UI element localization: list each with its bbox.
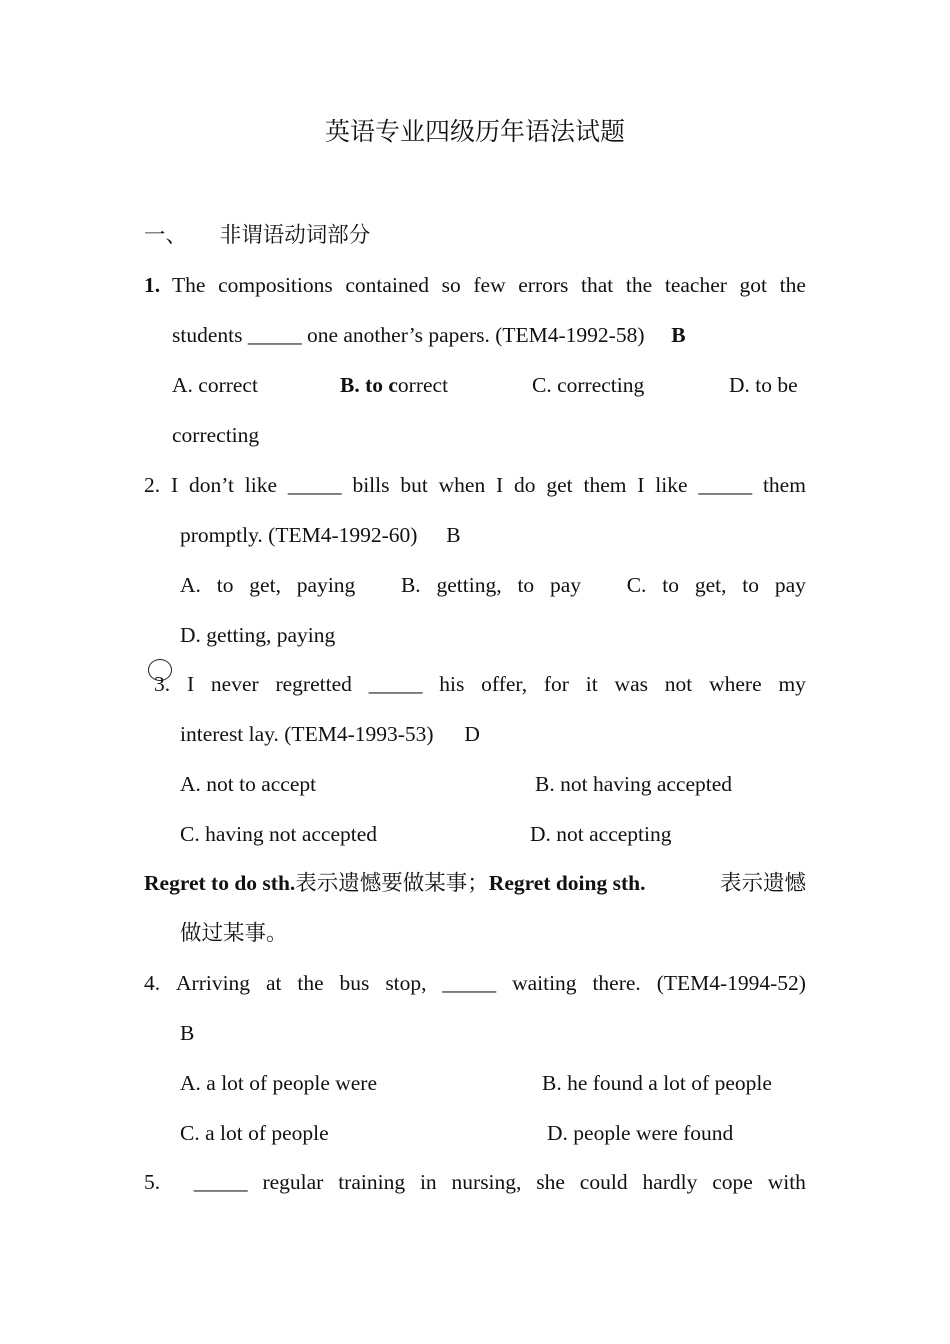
- q4-answer: B: [180, 1021, 195, 1045]
- q3-option-a: A. not to accept: [180, 772, 317, 796]
- q1-number: 1.: [144, 273, 161, 297]
- section-name: 非谓语动词部分: [219, 223, 371, 247]
- grammar-note-line1: Regret to do sth.表示遗憾要做某事；Regret doing sth. 表示遗憾: [144, 871, 806, 895]
- q2-option-d: D. getting, paying: [180, 623, 336, 647]
- q2-stem-line1: 2. I don’t like _____ bills but when I do get them I like _____ them: [144, 473, 806, 497]
- q1-option-d-continued: correcting: [172, 423, 260, 447]
- q3-stem-line1: 3. I never regretted _____ his offer, for it was not where my: [154, 672, 806, 696]
- q3-option-c: C. having not accepted: [180, 822, 378, 846]
- q2-stem-line2: promptly. (TEM4-1992-60) B: [180, 523, 461, 547]
- document-title: 英语专业四级历年语法试题: [324, 119, 625, 146]
- q3-option-d: D. not accepting: [530, 822, 672, 846]
- q2-answer: B: [446, 523, 461, 547]
- note-phrase-2: Regret doing sth.: [488, 871, 646, 895]
- q1-option-b: B. to correct: [340, 373, 449, 397]
- section-number: 一、: [144, 223, 188, 247]
- q1-stem-line1: The compositions contained so few errors that the teacher got the: [172, 273, 806, 297]
- note-phrase-1: Regret to do sth.: [144, 871, 296, 895]
- q1-stem-line2: students _____ one another’s papers. (TEM4-1992-58) B: [172, 323, 686, 347]
- q3-answer: D: [464, 722, 480, 746]
- q1-option-a: A. correct: [172, 373, 258, 397]
- q4-option-d: D. people were found: [547, 1121, 734, 1145]
- q4-option-b: B. he found a lot of people: [542, 1071, 772, 1095]
- q3-stem-line2: interest lay. (TEM4-1993-53) D: [180, 722, 480, 746]
- q1-option-c: C. correcting: [532, 373, 645, 397]
- section-heading: [144, 220, 370, 250]
- q4-option-c: C. a lot of people: [180, 1121, 329, 1145]
- q4-stem-line1: 4. Arriving at the bus stop, _____ waiting there. (TEM4-1994-52): [144, 971, 806, 995]
- grammar-note-line2: 做过某事。: [180, 921, 288, 945]
- q1-option-d: D. to be: [729, 373, 798, 397]
- q3-option-b: B. not having accepted: [535, 772, 733, 796]
- q5-stem-line1: 5. _____ regular training in nursing, she could hardly cope with: [144, 1170, 806, 1194]
- q2-options-line: A. to get, paying B. getting, to pay C. to get, to pay: [180, 573, 806, 597]
- q4-option-a: A. a lot of people were: [180, 1071, 378, 1095]
- q1-answer: B: [671, 323, 686, 347]
